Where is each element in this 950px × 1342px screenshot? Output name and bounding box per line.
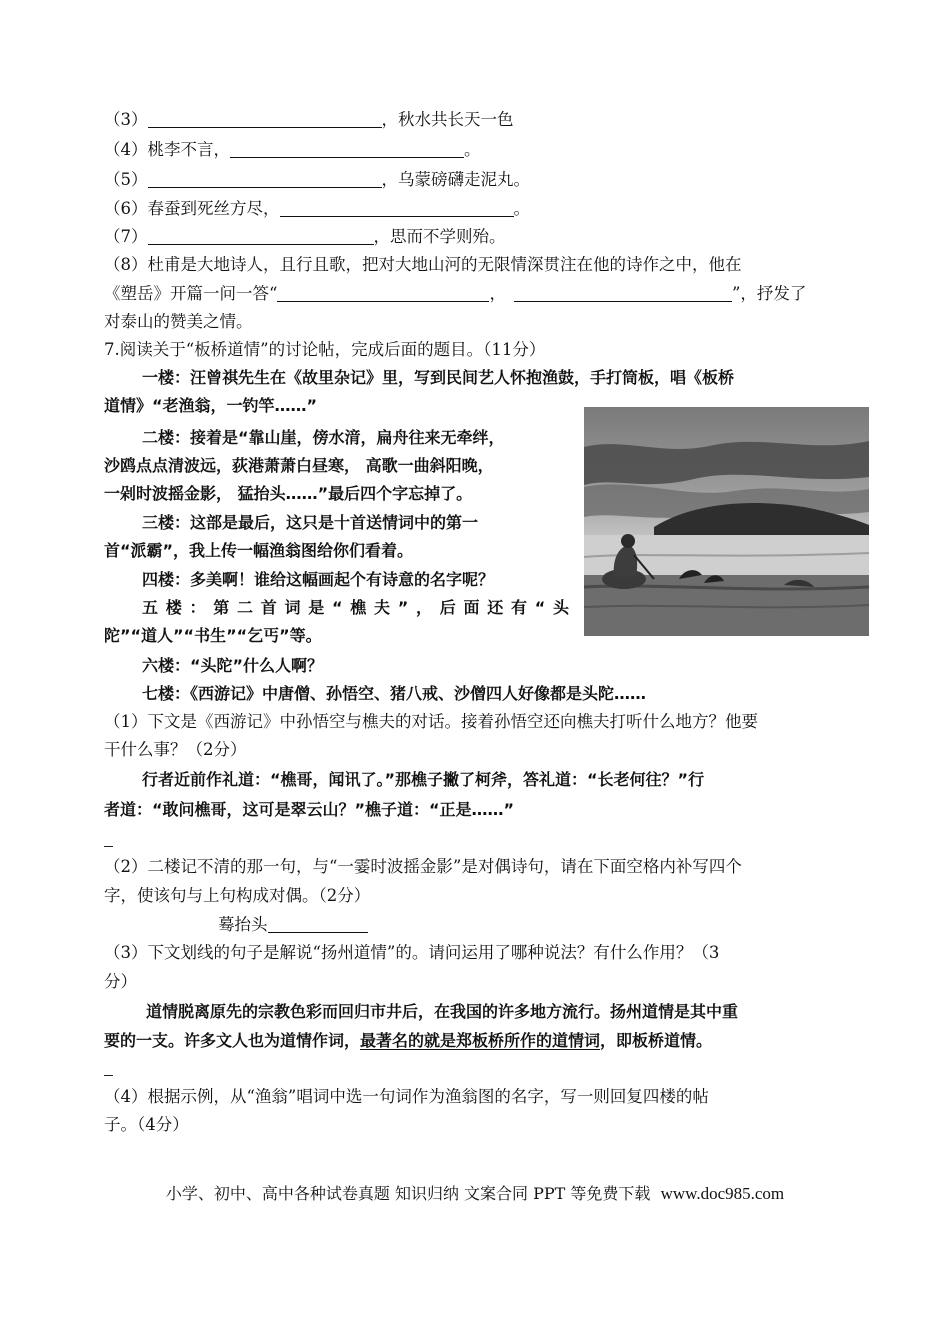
post-floor-1: 一楼：汪曾祺先生在《故里杂记》里，写到民间艺人怀抱渔鼓，手打筒板，唱《板桥 — [142, 368, 735, 387]
sub-question-1: （1）下文是《西游记》中孙悟空与樵夫的对话。接着孙悟空还向樵夫打听什么地方？他要 — [104, 712, 758, 731]
answer-blank[interactable] — [514, 285, 732, 302]
answer-dash[interactable] — [104, 1075, 113, 1076]
fill-q8-line2: 《塑岳》开篇一问一答“ ， ”，抒发了 — [104, 284, 807, 303]
sub-question-3-cont: 分） — [104, 972, 137, 991]
fill-q7: （7） ，思而不学则殆。 — [104, 227, 506, 246]
answer-blank[interactable] — [277, 285, 489, 302]
post-floor-2-cont: 一剁时波摇金影， 猛抬头……”最后四个字忘掉了。 — [104, 484, 473, 503]
xiyouji-quote: 行者近前作礼道：“樵哥，闻讯了。”那樵子撇了柯斧，答礼道：“长老何往？”行 — [142, 770, 705, 789]
fill-q6: （6）春蚕到死丝方尽， 。 — [104, 199, 530, 218]
question-7-title: 7.阅读关于“板桥道情”的讨论帖，完成后面的题目。（11分） — [104, 340, 546, 359]
sub-question-4: （4）根据示例，从“渔翁”唱词中选一句词作为渔翁图的名字，写一则回复四楼的帖 — [104, 1087, 709, 1106]
post-floor-5-cont: 陀”“道人”“书生”“乞丐”等。 — [104, 626, 322, 645]
answer-blank[interactable] — [148, 228, 374, 245]
answer-blank[interactable] — [148, 171, 382, 188]
fill-q3: （3） ，秋水共长天一色 — [104, 110, 514, 129]
xiyouji-quote-cont: 者道：“敢问樵哥，这可是翠云山？”樵子道：“正是……” — [104, 800, 515, 819]
sub-question-3: （3）下文划线的句子是解说“扬州道情”的。请问运用了哪种说法？有什么作用？（3 — [104, 943, 720, 962]
fisherman-painting-image — [584, 407, 869, 636]
sub-question-2-answer: 蓦抬头 — [218, 915, 518, 935]
post-floor-4: 四楼：多美啊！谁给这幅画起个有诗意的名字呢？ — [142, 570, 495, 589]
fill-q4: （4）桃李不言， 。 — [104, 140, 481, 159]
page-footer: 小学、初中、高中各种试卷真题 知识归纳 文案合同 PPT 等免费下载 www.doc985.com — [165, 1184, 785, 1203]
sub-question-1-cont: 干什么事？（2分） — [104, 740, 247, 759]
answer-blank[interactable] — [148, 111, 382, 128]
answer-dash[interactable] — [104, 846, 113, 847]
fill-q8-line3: 对泰山的赞美之情。 — [104, 312, 253, 331]
yangzhou-daoqing-text-cont: 要的一支。许多文人也为道情作词，最著名的就是郑板桥所作的道情词，即板桥道情。 — [104, 1031, 713, 1050]
sub-question-2-cont: 字，使该句与上句构成对偶。（2分） — [104, 886, 371, 905]
post-floor-3-cont: 首“派霸”，我上传一幅渔翁图给你们看着。 — [104, 541, 414, 560]
footer-link[interactable]: www.doc985.com — [660, 1184, 785, 1203]
post-floor-2: 二楼：接着是“靠山崖，傍水湇，扁舟往来无牵绊， — [142, 428, 505, 447]
post-floor-1-cont: 道情》“老渔翁，一钓竿……” — [104, 396, 318, 415]
sub-question-4-cont: 子。（4分） — [104, 1115, 189, 1134]
fill-q5: （5） ，乌蒙磅礴走泥丸。 — [104, 170, 530, 189]
post-floor-5: 五楼：第二首词是“樵夫”，后面还有“头 — [142, 598, 570, 617]
fill-q8-line1: （8）杜甫是大地诗人，且行且歌，把对大地山河的无限情深贯注在他的诗作之中，他在 — [104, 255, 742, 274]
answer-blank[interactable] — [280, 200, 514, 217]
answer-blank[interactable] — [230, 141, 464, 158]
sub-question-2: （2）二楼记不清的那一句，与“一霎时波摇金影”是对偶诗句，请在下面空格内补写四个 — [104, 857, 742, 876]
post-floor-7: 七楼：《西游记》中唐僧、孙悟空、猪八戒、沙僧四人好像都是头陀…… — [142, 684, 647, 703]
underlined-sentence: 最著名的就是郑板桥所作的道情词 — [360, 1031, 601, 1050]
post-floor-3: 三楼：这部是最后，这只是十首送情词中的第一 — [142, 513, 479, 532]
yangzhou-daoqing-text: 道情脱离原先的宗教色彩而回归市井后，在我国的许多地方流行。扬州道情是其中重 — [146, 1002, 739, 1021]
post-floor-6: 六楼：“头陀”什么人啊？ — [142, 656, 324, 675]
answer-blank[interactable] — [268, 916, 368, 933]
post-floor-2-cont: 沙鸥点点清波远，荻港萧萧白昼寒， 高歌一曲斜阳晚， — [104, 456, 494, 475]
